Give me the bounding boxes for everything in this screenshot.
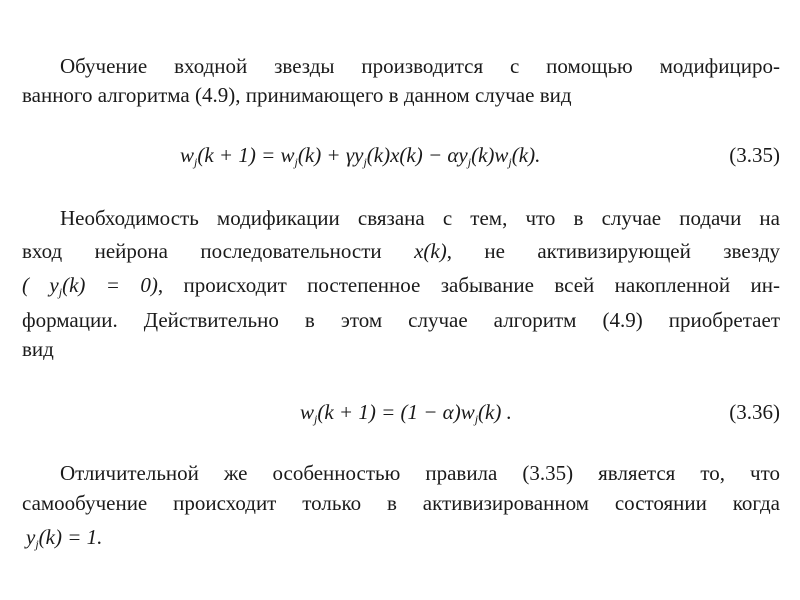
- paragraph-2-line-2: вход нейрона последовательности x(k), не активизирующей звезду: [22, 239, 781, 263]
- paragraph-3-line-2: самообучение происходит только в активизированном состоянии когда: [22, 491, 780, 515]
- equation-3-36: [22, 397, 780, 427]
- paragraph-2-line-1: Необходимость модификации связана с тем, что в случае подачи на: [60, 206, 780, 230]
- equation-3-36-number: (3.36): [729, 400, 780, 424]
- paragraph-3-line-1: Отличительной же особенностью правила (3.35) является то, что: [60, 461, 780, 485]
- paragraph-1-line-2: ванного алгоритма (4.9), принимающего в данном случае вид: [22, 83, 572, 107]
- inline-math-yj-one: $y_j(k) = 1$.: [26, 525, 103, 551]
- inline-math-yj-zero: ( $y_j(k) = 0$): [22, 273, 158, 299]
- paragraph-1-line-1: Обучение входной звезды производится с помощью модифициро-: [60, 54, 780, 78]
- inline-math-x-k: x(k): [414, 239, 447, 263]
- paragraph-2-line-4: формации. Действительно в этом случае алгоритм (4.9) приобретает: [22, 308, 780, 332]
- equation-3-35-number: (3.35): [729, 143, 780, 167]
- equation-3-36-formula: $w_j(k + 1) = (1 - \alpha)w_j(k)$ .: [300, 400, 512, 426]
- equation-3-35: [22, 140, 780, 170]
- paragraph-2-line-5: вид: [22, 337, 54, 361]
- equation-3-35-formula: $w_j(k + 1) = w_j(k) + \gamma y_j(k)x(k) - \alpha y_j(k)w_j(k)$.: [180, 143, 541, 169]
- paragraph-3-line-3: [22, 524, 780, 550]
- paragraph-2-line-3: ( $y_j(k) = 0$), происходит постепенное забывание всей накопленной ин-: [22, 273, 780, 299]
